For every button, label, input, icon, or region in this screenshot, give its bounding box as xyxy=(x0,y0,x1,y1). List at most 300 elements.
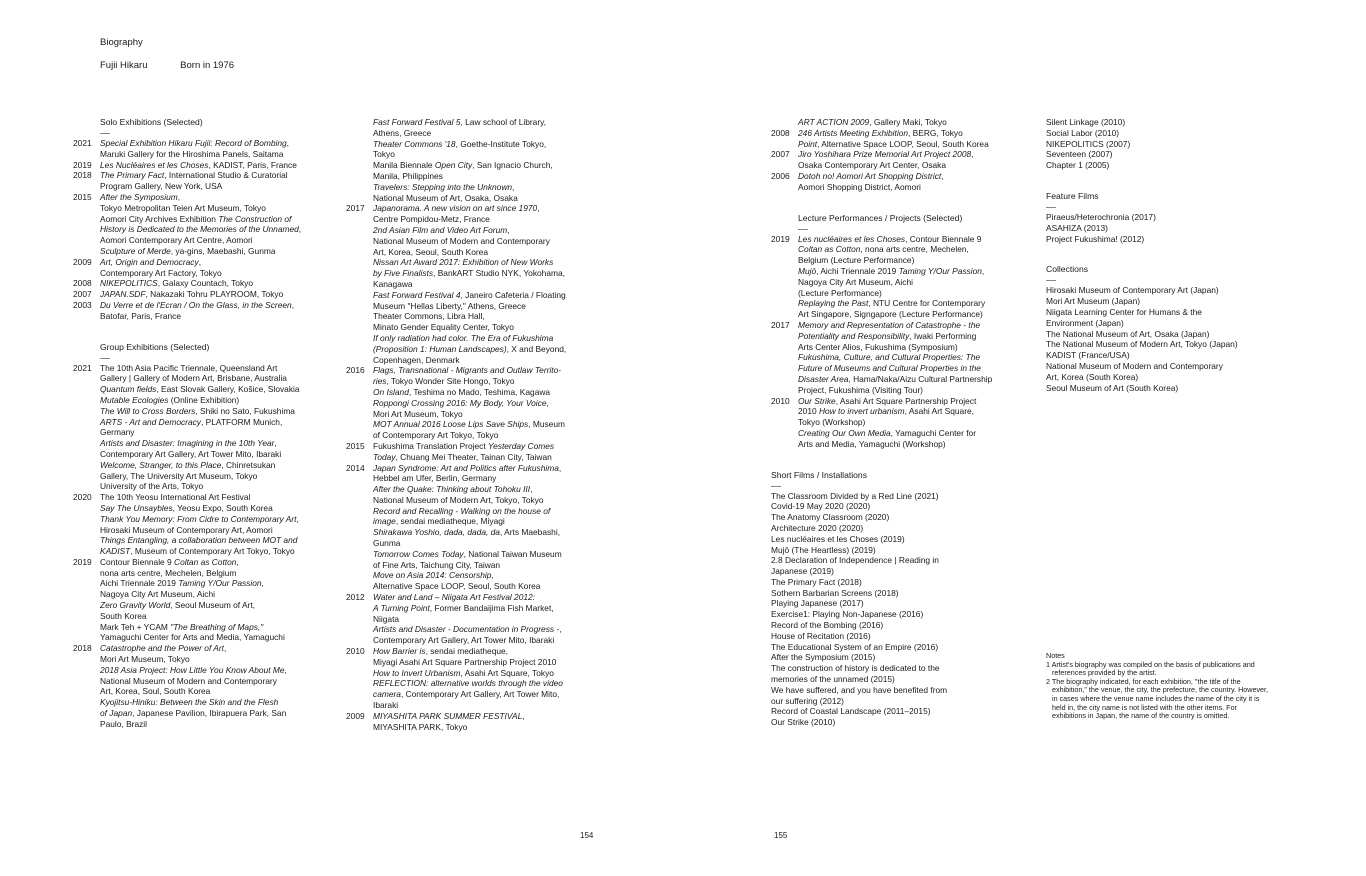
entry-text: Belgium (Lecture Performance) xyxy=(798,255,915,266)
birth-year: Born in 1976 xyxy=(180,60,235,71)
list-item: Silent Linkage (2010) xyxy=(1046,117,1126,127)
entry-text: Kanagawa xyxy=(373,278,413,289)
entry-text: , Goethe-Institute Tokyo, xyxy=(455,138,547,149)
exhibition-entry xyxy=(73,170,333,192)
entry-text: , Contemporary Art Gallery, Art Tower Mito, xyxy=(400,689,560,700)
list-item: The Classroom Divided by a Red Line (2021) xyxy=(771,490,939,501)
exhibition-title: KADIST xyxy=(100,546,131,557)
exhibition-title: ries xyxy=(373,376,387,387)
exhibition-title: Coltan as Cotton xyxy=(174,556,237,567)
entry-text: Alternative Space LOOP, Seoul, South Korea xyxy=(373,581,541,592)
entry-text: Centre Pompidou-Metz, France xyxy=(373,214,490,225)
exhibition-title: Artists and Disaster - Documentation in Progress - xyxy=(373,624,560,635)
entry-year: 2018 xyxy=(73,170,92,181)
exhibition-entry xyxy=(346,463,611,593)
exhibition-title: Our Strike xyxy=(798,395,836,406)
section-rule xyxy=(1046,207,1056,208)
entry-text: , Law school of Library, xyxy=(460,117,546,127)
entry-year: 2019 xyxy=(73,159,92,170)
exhibition-entry xyxy=(771,396,1036,450)
entry-text: Museum "Hellas Liberty," Athens, Greece xyxy=(373,300,526,311)
entry-text: , Galaxy Countach, Tokyo xyxy=(157,278,253,289)
entry-text: , San Ignacio Church, xyxy=(472,160,553,171)
entry-text: Contemporary Art Gallery, Art Tower Mito, Ibaraki xyxy=(373,635,555,646)
entry-text: Paulo, Brazil xyxy=(100,718,148,729)
exhibition-title: Tomorrow Comes Today xyxy=(373,548,464,559)
exhibition-entry xyxy=(771,117,1036,128)
exhibition-title: Thank You Memory: From Cidre to Contemporary Art xyxy=(100,513,297,524)
entry-text: Arts and Media, Yamaguchi (Workshop) xyxy=(798,438,946,449)
exhibition-title: Du Verre et de l'Ecran / On the Glass, in the Screen xyxy=(100,299,292,310)
list-item: The construction of history is dedicated to the xyxy=(771,663,940,674)
entry-text: , Contour Biennale 9 xyxy=(905,233,982,244)
exhibition-title: Theater Commons '18 xyxy=(373,138,456,149)
exhibition-entry xyxy=(73,643,333,729)
entry-text: 2010 xyxy=(798,406,819,417)
exhibition-title: Travelers: Stepping into the Unknown xyxy=(373,181,513,192)
entry-text: Ibaraki xyxy=(373,700,399,711)
entry-text: , sendai mediatheque, Miyagi xyxy=(395,516,505,527)
exhibition-title: Fast Forward Festival 5 xyxy=(373,117,461,127)
exhibition-entry xyxy=(73,257,333,279)
entry-text: , Teshima no Mado, Teshima, Kagawa xyxy=(408,386,551,397)
short-films-continued xyxy=(1046,117,1286,171)
exhibition-title: by Five Finalists xyxy=(373,268,434,279)
entry-text: Art Singapore, Signgapore (Lecture Performance) xyxy=(798,309,983,320)
list-item: The National Museum of Art, Osaka (Japan) xyxy=(1046,328,1210,339)
exhibition-title: image xyxy=(373,516,396,527)
list-item: Art, Korea (South Korea) xyxy=(1046,371,1139,382)
entry-text: Contour Biennale 9 xyxy=(100,556,175,567)
exhibition-title: 2nd Asian Film and Video Art Forum xyxy=(373,224,508,235)
entry-text: Aichi Triennale 2019 xyxy=(100,578,179,589)
entry-text: Hirosaki Museum of Contemporary Art, Aomori xyxy=(100,524,273,535)
list-item: The Educational System of an Empire (2016) xyxy=(771,641,939,652)
list-item: our suffering (2012) xyxy=(771,695,844,706)
entry-year: 2019 xyxy=(771,233,790,244)
exhibition-title: Roppongi Crossing 2016: My Body, Your Voice xyxy=(373,397,547,408)
exhibition-title: MOT Annual 2016 Loose Lips Save Ships xyxy=(373,419,529,430)
entry-text: , xyxy=(491,570,494,581)
exhibition-title: Kyojitsu-Hiniku: Between the Skin and the Flesh xyxy=(100,697,279,708)
entry-text: Gallery, The University Art Museum, Tokyo xyxy=(100,470,258,481)
entry-text: , nona arts centre, Mechelen, xyxy=(860,244,969,255)
exhibition-title: Shirakawa Yoshio, dada, dada, da xyxy=(373,527,500,538)
exhibition-title: Les Nucléaires et les Choses xyxy=(100,159,209,170)
list-item: NIKEPOLITICS (2007) xyxy=(1046,138,1131,149)
entry-text: National Museum of Art, Osaka, Osaka xyxy=(373,192,518,203)
entry-text: s, Yeosu Expo, South Korea xyxy=(168,502,273,513)
entry-text: Tokyo Metropolitan Teien Art Museum, Tokyo xyxy=(100,202,266,213)
exhibition-entry xyxy=(346,592,611,646)
entry-text: , BankART Studio NYK, Yokohama, xyxy=(433,268,565,279)
list-item: Architecture 2020 (2020) xyxy=(771,522,864,533)
page-number-right: 155 xyxy=(774,831,788,840)
exhibition-title: Jiro Yoshihara Prize Memorial Art Project 2008 xyxy=(798,149,972,160)
entry-text: , xyxy=(284,664,287,675)
biography-title: Biography xyxy=(100,37,143,48)
entry-year: 2014 xyxy=(346,462,365,473)
entry-text: , xyxy=(274,438,277,449)
exhibition-title: Flags, Transnational - Migrants and Outlaw Territo- xyxy=(373,365,562,376)
column-2 xyxy=(346,117,611,732)
feature-films-section xyxy=(1046,191,1286,244)
entry-text: , Aichi Triennale 2019 xyxy=(816,265,899,276)
entry-year: 2018 xyxy=(73,643,92,654)
exhibition-title: Say The Unsayble xyxy=(100,502,169,513)
exhibition-entry xyxy=(73,492,333,557)
entry-text: , xyxy=(198,256,202,267)
exhibition-title: "The Breathing of Maps," xyxy=(170,621,264,632)
entry-year: 2008 xyxy=(771,127,790,138)
section-title: Solo Exhibitions (Selected) xyxy=(100,117,203,127)
entry-year: 2021 xyxy=(73,362,92,373)
entry-text: Project, Fukushima (Visiting Tour) xyxy=(798,384,923,395)
entry-text: Germany xyxy=(100,427,135,438)
entry-year: 2020 xyxy=(73,492,92,503)
entry-text: Batofar, Paris, France xyxy=(100,310,181,321)
list-item: 2.8 Declaration of Independence | Reading in xyxy=(771,555,939,566)
list-item: Niigata Learning Center for Humans & the xyxy=(1046,306,1202,317)
section-title: Feature Films xyxy=(1046,190,1099,201)
entry-text: Nagoya City Art Museum, Aichi xyxy=(798,276,913,287)
group-exhibitions-section xyxy=(73,342,333,730)
exhibition-entry xyxy=(73,363,333,493)
section-rule xyxy=(1046,280,1056,281)
entry-text: , xyxy=(507,224,510,235)
entry-text: , Asahi Art Square, Tokyo xyxy=(460,667,554,678)
section-rule xyxy=(100,133,110,134)
exhibition-title: camera xyxy=(373,689,401,700)
exhibition-title: Japan Syndrome: Art and Politics after Fukushima xyxy=(373,462,559,473)
collections-section xyxy=(1046,264,1286,393)
entry-year: 2009 xyxy=(346,710,365,721)
entry-text: , Nakazaki Tohru PLAYROOM, Tokyo xyxy=(145,289,284,300)
list-item: 1 Artist's biography was compiled on the basis of publications and references provided by the artist. xyxy=(1046,659,1255,678)
entry-year: 2007 xyxy=(771,149,790,160)
exhibition-title: Creating Our Own Media xyxy=(798,427,891,438)
exhibition-title: The Construction of xyxy=(218,213,292,224)
entry-text: , xyxy=(558,462,562,473)
entry-year: 2017 xyxy=(771,319,790,330)
section-title: Group Exhibitions (Selected) xyxy=(100,341,210,352)
exhibition-title: Mujō xyxy=(798,265,817,276)
list-item: The National Museum of Modern Art, Tokyo (Japan) xyxy=(1046,339,1238,350)
entry-year: 2019 xyxy=(73,556,92,567)
exhibition-entry xyxy=(346,646,611,711)
entry-text: , Museum xyxy=(528,419,565,430)
column-4 xyxy=(1046,117,1286,393)
exhibition-title: NIKEPOLITICS xyxy=(100,278,158,289)
group-exhibitions-continued xyxy=(346,117,611,732)
exhibition-title: Memory and Representation of Catastrophe - the xyxy=(798,319,981,330)
list-item: Chapter 1 (2005) xyxy=(1046,160,1110,171)
entry-text: , PLATFORM Munich, xyxy=(201,416,283,427)
page-right xyxy=(683,0,1366,876)
entry-text: , xyxy=(537,203,540,214)
entry-text: , Arts Maebashi, xyxy=(499,527,561,538)
exhibition-title: Coltan as Cotton xyxy=(798,244,861,255)
exhibition-title: How to invert urbanism xyxy=(818,406,905,417)
list-item: After the Symposium (2015) xyxy=(771,652,876,663)
entry-text: , xyxy=(261,578,264,589)
exhibition-entry xyxy=(73,160,333,171)
entry-text: Tokyo (Workshop) xyxy=(798,417,866,428)
exhibition-entry xyxy=(771,149,1036,171)
entry-text: , Alternative Space LOOP, Seoul, South Korea xyxy=(817,138,989,149)
entry-text: Fukushima Translation Project xyxy=(373,440,488,451)
entry-text: Nagoya City Art Museum, Aichi xyxy=(100,589,215,600)
entry-text: Tokyo xyxy=(373,149,395,160)
exhibition-title: Future of Museums and Cultural Properties in the xyxy=(798,363,981,374)
entry-text: , xyxy=(236,556,239,567)
entry-text: , KADIST, Paris, France xyxy=(208,159,297,170)
entry-text: , National Taiwan Museum xyxy=(463,548,562,559)
entry-text: The 10th Asia Pacific Triennale, Queensland Art xyxy=(100,362,278,373)
entry-text: National Museum of Modern and Contemporary xyxy=(373,235,550,246)
exhibition-entry xyxy=(346,117,611,203)
page-number-left: 154 xyxy=(580,831,594,840)
entry-text: , xyxy=(286,138,289,148)
exhibition-title: Water and Land – Niigata Art Festival 2012: xyxy=(373,592,536,603)
entry-text: Copenhagen, Denmark xyxy=(373,354,460,365)
exhibition-title: A Turning Point xyxy=(373,602,430,613)
exhibition-title: On Island xyxy=(373,386,409,397)
exhibition-title: Mutable Ecologies xyxy=(100,394,169,405)
entry-text: , NTU Centre for Contemporary xyxy=(868,298,986,309)
entry-year: 2003 xyxy=(73,299,92,310)
list-item: The Primary Fact (2018) xyxy=(771,576,862,587)
exhibition-title: Catastrophe and the Power of Art xyxy=(100,643,224,654)
exhibition-entry xyxy=(771,320,1036,396)
exhibition-title: Japanorama. A new vision on art since 1970 xyxy=(373,203,538,214)
exhibition-entry xyxy=(73,289,333,300)
exhibition-title: REFLECTION: alternative worlds through the video xyxy=(373,678,563,689)
lecture-performances-section xyxy=(771,213,1036,450)
entry-year: 2008 xyxy=(73,278,92,289)
entry-text: Mark Teh + YCAM xyxy=(100,621,171,632)
exhibition-title: ART ACTION 2009 xyxy=(798,117,870,127)
column-1 xyxy=(73,117,333,730)
entry-text: , X and Beyond, xyxy=(506,343,567,354)
exhibition-title: Artists and Disaster: Imagining in the 10th Year xyxy=(100,438,275,449)
entry-text: Hebbel am Ufer, Berlin, Germany xyxy=(373,473,497,484)
exhibition-title: How Barrier is xyxy=(373,646,426,657)
entry-text: , Gallery Maki, Tokyo xyxy=(869,117,947,127)
entry-text: , xyxy=(941,170,944,181)
entry-text: National Museum of Modern Art, Tokyo, Tokyo xyxy=(373,494,544,505)
exhibition-title: After the Symposium xyxy=(100,191,178,202)
entry-text: , sendai mediatheque, xyxy=(425,646,509,657)
list-item: Seventeen (2007) xyxy=(1046,149,1113,160)
list-item: Hirosaki Museum of Contemporary Art (Japan) xyxy=(1046,285,1219,296)
exhibition-title: The Primary Fact xyxy=(100,170,165,181)
list-item: Piraeus/Heterochronia (2017) xyxy=(1046,211,1156,222)
list-item: Sothern Barbarian Screens (2018) xyxy=(771,587,899,598)
list-item: Social Labor (2010) xyxy=(1046,127,1120,138)
list-item: Project Fukushima! (2012) xyxy=(1046,233,1145,244)
exhibition-entry xyxy=(73,192,333,257)
entry-text: Gallery | Gallery of Modern Art, Brisbane, Australia xyxy=(100,373,287,384)
entry-text: , xyxy=(546,397,549,408)
exhibition-title: MIYASHITA PARK SUMMER FESTIVAL xyxy=(373,710,523,721)
exhibition-title: Things Entangling, a collaboration between MOT and xyxy=(100,535,298,546)
exhibition-title: of Japan xyxy=(100,708,133,719)
entry-text: Contemporary Art Factory, Tokyo xyxy=(100,267,222,278)
entry-text: Gunma xyxy=(373,538,401,549)
exhibition-title: Sculpture of Merde xyxy=(100,245,171,256)
short-films-section xyxy=(771,470,1036,729)
entry-text: , Asahi Art Square, xyxy=(904,406,974,417)
exhibition-title: Fast Forward Festival 4 xyxy=(373,289,461,300)
exhibition-entry xyxy=(73,557,333,643)
entry-text: , Chuang Mei Theater, Tainan City, Taiwan xyxy=(395,451,552,462)
exhibition-entry xyxy=(73,278,333,289)
list-item: 2 The biography indicated, for each exhibition, "the title of the exhibition," the venue, the city, the prefecture, the country. However, in cases where the venue name includes the name of the city it is held in, the city name is not listed with the other items. For exhibitions in Japan, the name of the country is omitted. xyxy=(1046,676,1269,721)
list-item: We have suffered, and you have benefited from xyxy=(771,684,948,695)
artist-name: Fujii Hikaru xyxy=(100,60,148,71)
notes xyxy=(1046,652,1271,721)
list-item: National Museum of Modern and Contemporary xyxy=(1046,360,1223,371)
entry-text: of Fine Arts, Taichung City, Taiwan xyxy=(373,559,501,570)
exhibition-entry xyxy=(346,711,611,733)
entry-text: Art, Korea, Seoul, South Korea xyxy=(373,246,488,257)
list-item: Exercise1: Playing Non-Japanese (2016) xyxy=(771,609,924,620)
entry-text: (Lecture Performance) xyxy=(798,287,882,298)
exhibition-entry xyxy=(346,441,611,463)
exhibition-title: Les nucléaires et les Choses xyxy=(798,233,906,244)
exhibition-title: Zero Gravity World xyxy=(100,600,171,611)
exhibition-title: Special Exhibition Hikaru Fujii: Record of Bombing xyxy=(100,138,287,148)
exhibition-title: Quantum fields xyxy=(100,384,157,395)
exhibition-title: Move on Asia 2014: Censorship xyxy=(373,570,492,581)
entry-text: , xyxy=(291,299,295,310)
entry-year: 2012 xyxy=(346,592,365,603)
list-item: ASAHIZA (2013) xyxy=(1046,222,1108,233)
exhibition-entry xyxy=(346,203,611,365)
solo-exhibitions-section xyxy=(73,117,333,322)
entry-year: 2016 xyxy=(346,365,365,376)
entry-text: , xyxy=(177,191,181,202)
exhibition-title: How to Invert Urbanism xyxy=(373,667,461,678)
column-3 xyxy=(771,117,1036,728)
entry-text: , Yamaguchi Center for xyxy=(890,427,976,438)
exhibition-title: Disaster Area xyxy=(798,373,849,384)
section-title: Collections xyxy=(1046,264,1089,275)
entry-year: 2009 xyxy=(73,256,92,267)
entry-text: Arts Center Alios, Fukushima (Symposium) xyxy=(798,341,958,352)
exhibition-title: Record and Recalling - Walking on the house of xyxy=(373,505,551,516)
entry-text: Maruki Gallery for the Hiroshima Panels, Saitama xyxy=(100,148,284,159)
entry-text: , xyxy=(971,149,974,160)
exhibition-title: Nissan Art Award 2017: Exhibition of New Works xyxy=(373,257,554,268)
group-exhibitions-continued-2 xyxy=(771,117,1036,193)
entry-text: , xyxy=(530,484,533,495)
entry-text: , Asahi Art Square Partnership Project xyxy=(835,395,977,406)
entry-text: The 10th Yeosu International Art Festival xyxy=(100,492,251,503)
entry-text: , Hama/Naka/Aizu Cultural Partnership xyxy=(848,373,993,384)
entry-text: nona arts centre, Mechelen, Belgium xyxy=(100,567,237,578)
exhibition-title: After the Quake: Thinking about Tohoku III xyxy=(373,484,531,495)
exhibition-title: Replaying the Past xyxy=(798,298,869,309)
entry-text: , BERG, Tokyo xyxy=(908,127,963,138)
exhibition-title: Point xyxy=(798,138,818,149)
entry-text: , Japanese Pavilion, Ibirapuera Park, San xyxy=(132,708,287,719)
list-item: KADIST (France/USA) xyxy=(1046,350,1130,361)
entry-text: Minato Gender Equality Center, Tokyo xyxy=(373,322,514,333)
list-item: The Anatomy Classroom (2020) xyxy=(771,512,890,523)
exhibition-title: ARTS - Art and Democracy xyxy=(100,416,201,427)
list-item: memories of the unnamed (2015) xyxy=(771,674,895,685)
entry-year: 2010 xyxy=(771,395,790,406)
exhibition-entry xyxy=(73,138,333,160)
exhibition-title: 246 Artists Meeting Exhibition xyxy=(798,127,909,138)
exhibition-title: Potentiality and Responsibility xyxy=(798,330,910,341)
exhibition-title: The Will to Cross Borders xyxy=(100,405,196,416)
entry-year: 2017 xyxy=(346,203,365,214)
entry-text: , Seoul Museum of Art, xyxy=(170,600,255,611)
exhibition-title: Taming Y/Our Passion xyxy=(178,578,262,589)
list-item: Les nucléaires et les Choses (2019) xyxy=(771,533,905,544)
entry-text: , Shiki no Sato, Fukushima xyxy=(195,405,295,416)
entry-year: 2010 xyxy=(346,646,365,657)
entry-year: 2015 xyxy=(346,440,365,451)
exhibition-title: Taming Y/Our Passion xyxy=(898,265,982,276)
entry-text: , xyxy=(224,643,227,654)
entry-text: , Former Bandaijima Fish Market, xyxy=(429,602,554,613)
entry-text: , Iwaki Performing xyxy=(909,330,977,341)
entry-text: , Chinretsukan xyxy=(221,459,276,470)
entry-text: Theater Commons, Libra Hall, xyxy=(373,311,485,322)
section-title: Short Films / Installations xyxy=(771,469,867,480)
exhibition-title: If only radiation had color. The Era of Fukushima xyxy=(373,332,554,343)
entry-text: Osaka Contemporary Art Center, Osaka xyxy=(798,160,947,171)
notes-title: Notes xyxy=(1046,651,1065,660)
exhibition-entry xyxy=(771,234,1036,320)
entry-text: , Tokyo Wonder Site Hongo, Tokyo xyxy=(386,376,515,387)
entry-text: Manila, Philippines xyxy=(373,170,443,181)
entry-text: of Contemporary Art Tokyo, Tokyo xyxy=(373,430,499,441)
entry-text: , Museum of Contemporary Art Tokyo, Tokyo xyxy=(130,546,295,557)
entry-year: 2007 xyxy=(73,289,92,300)
entry-text: , International Studio & Curatorial xyxy=(164,170,288,181)
list-item: Mujō (The Heartless) (2019) xyxy=(771,544,876,555)
exhibition-title: History is Dedicated to the Memories of the Unnamed xyxy=(100,224,299,235)
list-item: Record of the Bombing (2016) xyxy=(771,620,884,631)
entry-text: National Museum of Modern and Contemporary xyxy=(100,675,277,686)
list-item: Covid-19 May 2020 (2020) xyxy=(771,501,871,512)
exhibition-entry xyxy=(73,300,333,322)
section-rule xyxy=(771,486,781,487)
entry-text: , xyxy=(559,624,562,635)
list-item: Japanese (2019) xyxy=(771,566,834,577)
exhibition-title: Open City xyxy=(434,160,473,171)
entry-text: Aomori Contemporary Art Centre, Aomori xyxy=(100,235,253,246)
exhibition-title: 2018 Asia Project: How Little You Know About Me xyxy=(100,664,285,675)
entry-text: Athens, Greece xyxy=(373,127,432,138)
list-item: Mori Art Museum (Japan) xyxy=(1046,296,1141,307)
entry-text: University of the Arts, Tokyo xyxy=(100,481,204,492)
entry-text: Yamaguchi Center for Arts and Media, Yamaguchi xyxy=(100,632,285,643)
section-rule xyxy=(798,229,808,230)
entry-year: 2006 xyxy=(771,170,790,181)
exhibition-title: Welcome, Stranger, to this Place xyxy=(100,459,222,470)
exhibition-title: Today xyxy=(373,451,396,462)
entry-text: , xyxy=(981,265,985,276)
exhibition-entry xyxy=(771,128,1036,150)
section-rule xyxy=(100,358,110,359)
exhibition-title: (Proposition 1: Human Landscapes) xyxy=(373,343,507,354)
